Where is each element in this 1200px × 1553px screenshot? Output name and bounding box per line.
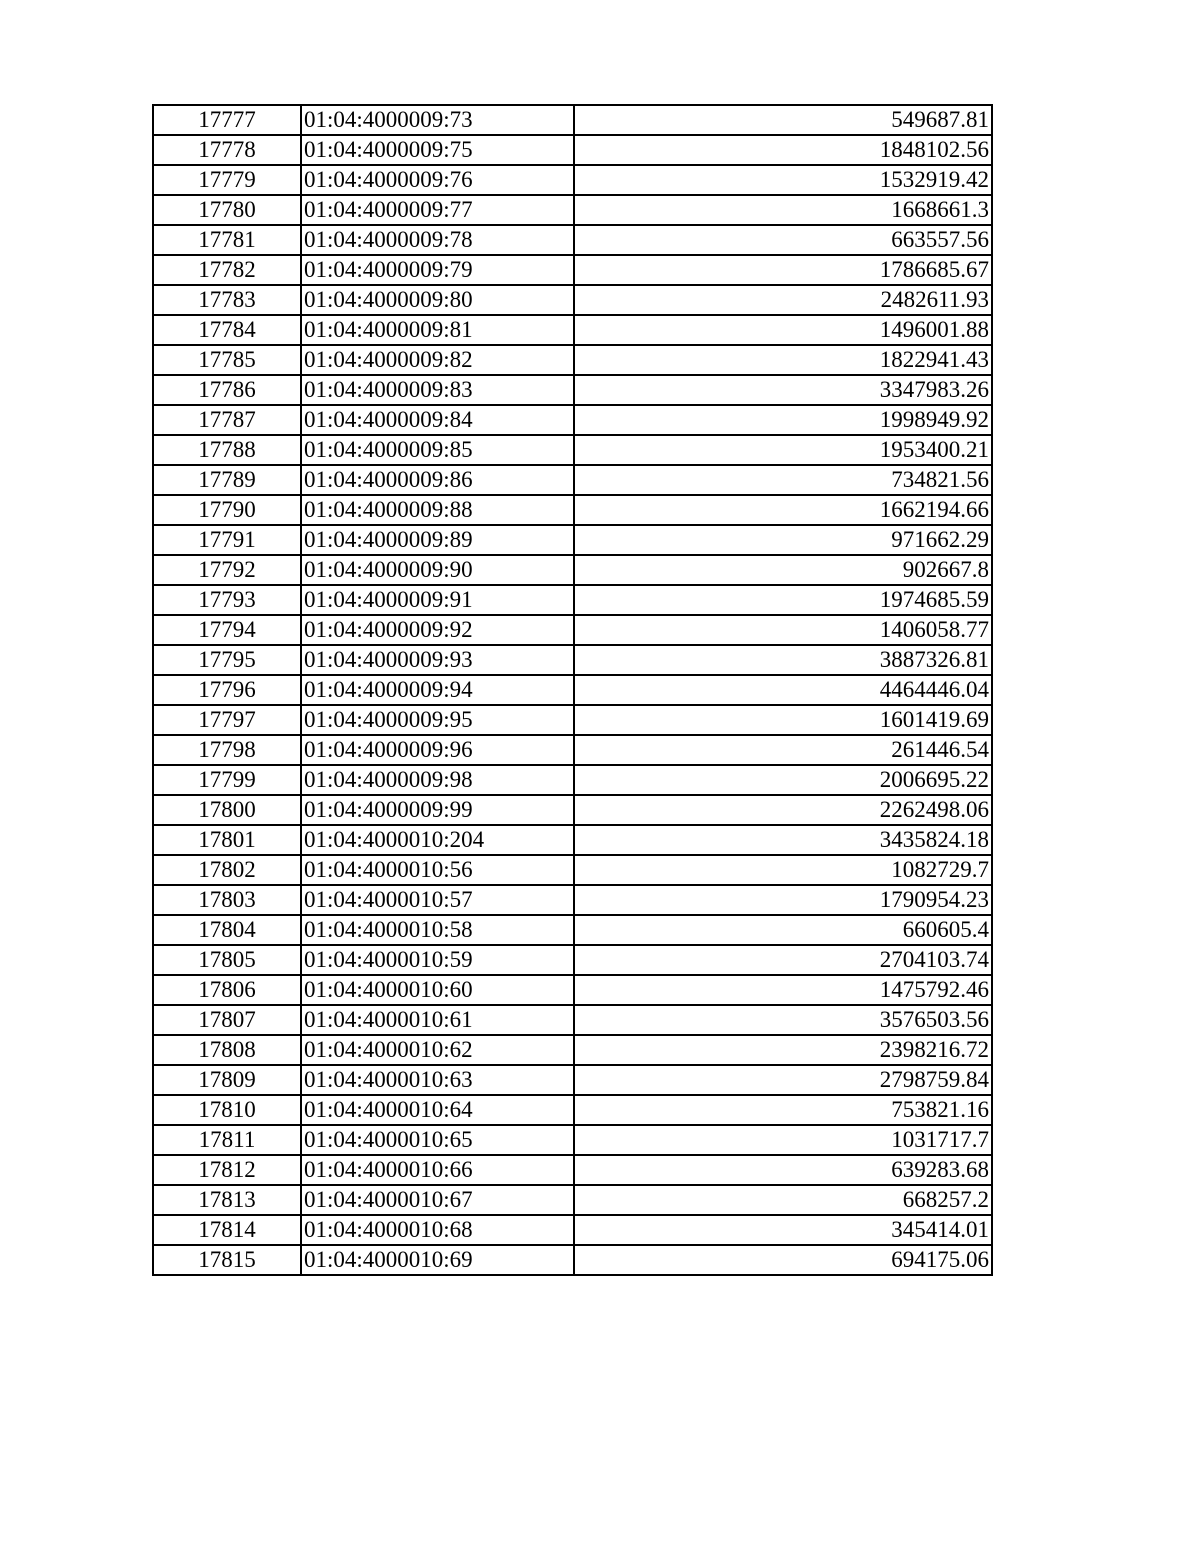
row-amount-cell: 261446.54	[574, 735, 992, 765]
row-id-cell: 17781	[153, 225, 301, 255]
row-id-cell: 17784	[153, 315, 301, 345]
row-code-cell: 01:04:4000009:90	[301, 555, 574, 585]
row-id-cell: 17800	[153, 795, 301, 825]
row-amount-cell: 1822941.43	[574, 345, 992, 375]
table-row	[153, 165, 992, 195]
row-code-cell: 01:04:4000009:91	[301, 585, 574, 615]
row-amount-cell: 3347983.26	[574, 375, 992, 405]
row-code-cell: 01:04:4000009:78	[301, 225, 574, 255]
row-id-cell: 17786	[153, 375, 301, 405]
table-row	[153, 675, 992, 705]
row-id-cell: 17813	[153, 1185, 301, 1215]
row-code-cell: 01:04:4000010:68	[301, 1215, 574, 1245]
row-code-cell: 01:04:4000010:66	[301, 1155, 574, 1185]
row-id-cell: 17812	[153, 1155, 301, 1185]
row-id-cell: 17807	[153, 1005, 301, 1035]
table-row	[153, 105, 992, 135]
row-code-cell: 01:04:4000009:99	[301, 795, 574, 825]
table-row	[153, 1215, 992, 1245]
row-amount-cell: 1031717.7	[574, 1125, 992, 1155]
row-id-cell: 17791	[153, 525, 301, 555]
row-amount-cell: 1848102.56	[574, 135, 992, 165]
table-row	[153, 855, 992, 885]
row-id-cell: 17783	[153, 285, 301, 315]
row-amount-cell: 2006695.22	[574, 765, 992, 795]
table-row	[153, 255, 992, 285]
row-amount-cell: 1601419.69	[574, 705, 992, 735]
row-amount-cell: 2482611.93	[574, 285, 992, 315]
row-amount-cell: 1406058.77	[574, 615, 992, 645]
table-row	[153, 405, 992, 435]
row-amount-cell: 4464446.04	[574, 675, 992, 705]
row-amount-cell: 3435824.18	[574, 825, 992, 855]
row-id-cell: 17811	[153, 1125, 301, 1155]
table-row	[153, 1155, 992, 1185]
table-row	[153, 585, 992, 615]
row-amount-cell: 1974685.59	[574, 585, 992, 615]
row-code-cell: 01:04:4000010:69	[301, 1245, 574, 1275]
row-code-cell: 01:04:4000009:85	[301, 435, 574, 465]
row-code-cell: 01:04:4000009:81	[301, 315, 574, 345]
table-row	[153, 765, 992, 795]
table-row	[153, 1005, 992, 1035]
row-id-cell: 17795	[153, 645, 301, 675]
row-amount-cell: 971662.29	[574, 525, 992, 555]
row-code-cell: 01:04:4000009:77	[301, 195, 574, 225]
row-amount-cell: 549687.81	[574, 105, 992, 135]
row-id-cell: 17788	[153, 435, 301, 465]
row-id-cell: 17803	[153, 885, 301, 915]
row-code-cell: 01:04:4000009:79	[301, 255, 574, 285]
row-id-cell: 17794	[153, 615, 301, 645]
row-code-cell: 01:04:4000010:63	[301, 1065, 574, 1095]
table-row	[153, 525, 992, 555]
table-row	[153, 615, 992, 645]
row-amount-cell: 1082729.7	[574, 855, 992, 885]
row-id-cell: 17815	[153, 1245, 301, 1275]
table-row	[153, 825, 992, 855]
row-id-cell: 17790	[153, 495, 301, 525]
table-row	[153, 975, 992, 1005]
row-amount-cell: 639283.68	[574, 1155, 992, 1185]
row-code-cell: 01:04:4000009:76	[301, 165, 574, 195]
row-id-cell: 17777	[153, 105, 301, 135]
row-amount-cell: 1496001.88	[574, 315, 992, 345]
row-amount-cell: 753821.16	[574, 1095, 992, 1125]
row-code-cell: 01:04:4000009:83	[301, 375, 574, 405]
row-code-cell: 01:04:4000009:89	[301, 525, 574, 555]
row-amount-cell: 2262498.06	[574, 795, 992, 825]
table-row	[153, 315, 992, 345]
row-id-cell: 17780	[153, 195, 301, 225]
row-code-cell: 01:04:4000009:84	[301, 405, 574, 435]
row-id-cell: 17785	[153, 345, 301, 375]
row-amount-cell: 1953400.21	[574, 435, 992, 465]
row-code-cell: 01:04:4000009:93	[301, 645, 574, 675]
table-row	[153, 945, 992, 975]
row-id-cell: 17796	[153, 675, 301, 705]
row-code-cell: 01:04:4000010:61	[301, 1005, 574, 1035]
table-row	[153, 1095, 992, 1125]
row-amount-cell: 660605.4	[574, 915, 992, 945]
table-row	[153, 495, 992, 525]
row-amount-cell: 345414.01	[574, 1215, 992, 1245]
row-code-cell: 01:04:4000009:75	[301, 135, 574, 165]
row-code-cell: 01:04:4000010:58	[301, 915, 574, 945]
row-code-cell: 01:04:4000010:67	[301, 1185, 574, 1215]
row-amount-cell: 1668661.3	[574, 195, 992, 225]
row-amount-cell: 3887326.81	[574, 645, 992, 675]
row-id-cell: 17779	[153, 165, 301, 195]
row-id-cell: 17809	[153, 1065, 301, 1095]
row-code-cell: 01:04:4000009:88	[301, 495, 574, 525]
row-amount-cell: 1998949.92	[574, 405, 992, 435]
table-row	[153, 1185, 992, 1215]
row-id-cell: 17814	[153, 1215, 301, 1245]
table-row	[153, 195, 992, 225]
table-row	[153, 1125, 992, 1155]
row-code-cell: 01:04:4000010:64	[301, 1095, 574, 1125]
row-amount-cell: 1532919.42	[574, 165, 992, 195]
table-row	[153, 135, 992, 165]
table-row	[153, 735, 992, 765]
table-row	[153, 1245, 992, 1275]
row-amount-cell: 902667.8	[574, 555, 992, 585]
table-row	[153, 435, 992, 465]
row-code-cell: 01:04:4000009:98	[301, 765, 574, 795]
row-amount-cell: 1475792.46	[574, 975, 992, 1005]
table-body	[153, 105, 992, 1275]
row-id-cell: 17793	[153, 585, 301, 615]
table-row	[153, 1065, 992, 1095]
table-row	[153, 465, 992, 495]
row-id-cell: 17808	[153, 1035, 301, 1065]
row-code-cell: 01:04:4000009:96	[301, 735, 574, 765]
table-row	[153, 795, 992, 825]
row-amount-cell: 2798759.84	[574, 1065, 992, 1095]
row-code-cell: 01:04:4000010:56	[301, 855, 574, 885]
row-id-cell: 17802	[153, 855, 301, 885]
row-code-cell: 01:04:4000010:65	[301, 1125, 574, 1155]
row-id-cell: 17806	[153, 975, 301, 1005]
row-code-cell: 01:04:4000009:80	[301, 285, 574, 315]
row-id-cell: 17804	[153, 915, 301, 945]
row-id-cell: 17782	[153, 255, 301, 285]
row-code-cell: 01:04:4000010:59	[301, 945, 574, 975]
row-code-cell: 01:04:4000010:60	[301, 975, 574, 1005]
row-amount-cell: 2398216.72	[574, 1035, 992, 1065]
table-row	[153, 555, 992, 585]
table-row	[153, 1035, 992, 1065]
row-code-cell: 01:04:4000010:204	[301, 825, 574, 855]
row-amount-cell: 734821.56	[574, 465, 992, 495]
row-id-cell: 17799	[153, 765, 301, 795]
row-amount-cell: 668257.2	[574, 1185, 992, 1215]
row-amount-cell: 2704103.74	[574, 945, 992, 975]
row-amount-cell: 1662194.66	[574, 495, 992, 525]
table-row	[153, 645, 992, 675]
row-code-cell: 01:04:4000009:95	[301, 705, 574, 735]
table-row	[153, 375, 992, 405]
table-row	[153, 285, 992, 315]
row-code-cell: 01:04:4000009:94	[301, 675, 574, 705]
row-id-cell: 17801	[153, 825, 301, 855]
table-row	[153, 345, 992, 375]
row-code-cell: 01:04:4000010:62	[301, 1035, 574, 1065]
row-amount-cell: 3576503.56	[574, 1005, 992, 1035]
row-code-cell: 01:04:4000009:86	[301, 465, 574, 495]
row-id-cell: 17797	[153, 705, 301, 735]
row-amount-cell: 663557.56	[574, 225, 992, 255]
row-id-cell: 17789	[153, 465, 301, 495]
row-code-cell: 01:04:4000009:82	[301, 345, 574, 375]
row-id-cell: 17778	[153, 135, 301, 165]
row-amount-cell: 694175.06	[574, 1245, 992, 1275]
row-amount-cell: 1786685.67	[574, 255, 992, 285]
table-row	[153, 885, 992, 915]
table-row	[153, 915, 992, 945]
row-id-cell: 17798	[153, 735, 301, 765]
table-row	[153, 705, 992, 735]
data-table	[152, 104, 993, 1276]
row-code-cell: 01:04:4000009:73	[301, 105, 574, 135]
row-code-cell: 01:04:4000009:92	[301, 615, 574, 645]
row-id-cell: 17810	[153, 1095, 301, 1125]
row-id-cell: 17787	[153, 405, 301, 435]
row-id-cell: 17805	[153, 945, 301, 975]
row-amount-cell: 1790954.23	[574, 885, 992, 915]
table-row	[153, 225, 992, 255]
row-id-cell: 17792	[153, 555, 301, 585]
row-code-cell: 01:04:4000010:57	[301, 885, 574, 915]
